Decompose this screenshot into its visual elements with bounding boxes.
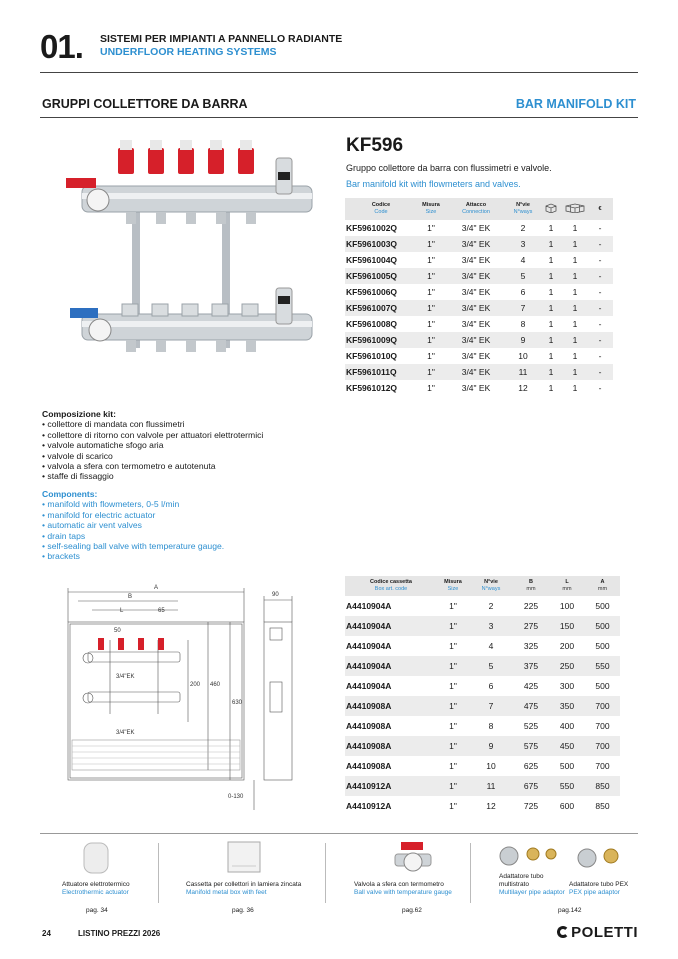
dim-conn-top: 3/4"EK	[116, 674, 135, 680]
dim-l: L	[120, 608, 124, 614]
table-cell: -	[598, 287, 602, 297]
manifold-product-image	[62, 138, 324, 374]
table-cell: 10	[486, 761, 496, 771]
table-cell: 1"	[437, 696, 469, 716]
table-cell: 850	[595, 801, 610, 811]
header-pack-icon	[563, 198, 587, 220]
accessory-actuator	[62, 881, 130, 897]
accessory-box-it: Cassetta per collettori in lamiera zincata	[186, 881, 302, 888]
table-cell: 500	[595, 641, 610, 651]
list-item: • manifold for electric actuator	[42, 510, 224, 520]
accessory-pex-it: Adattatore tubo PEX	[569, 881, 629, 888]
accessory-multilayer-it: Adattatore tubo multistrato	[499, 873, 544, 888]
table-cell: 1"	[427, 319, 435, 329]
header-divider	[40, 72, 638, 73]
table-cell: A4410904A	[346, 601, 392, 611]
accessory-actuator-it: Attuatore elettrotermico	[62, 881, 130, 888]
table-cell: 1"	[449, 801, 457, 811]
table-cell: 3/4" EK	[461, 223, 491, 233]
table-cell: 550	[549, 776, 585, 796]
table-cell: 11	[507, 364, 539, 380]
table-cell: 1"	[449, 681, 457, 691]
table-cell: 1	[548, 287, 554, 297]
composition-it-list	[42, 419, 263, 481]
table-cell: 3/4" EK	[461, 319, 491, 329]
table-row	[345, 776, 620, 796]
table-cell: 450	[549, 736, 585, 756]
table-cell: 1"	[437, 656, 469, 676]
table-cell: A4410904A	[345, 656, 437, 676]
table-cell: A4410908A	[345, 696, 437, 716]
table-cell: -	[598, 319, 602, 329]
table-cell: KF5961004Q	[346, 255, 398, 265]
table-cell: -	[598, 383, 602, 393]
table-row	[345, 316, 613, 332]
table-row	[345, 696, 620, 716]
composition-en-title: Components:	[42, 489, 98, 499]
table-cell: 100	[559, 601, 575, 611]
table-cell: 1"	[449, 641, 457, 651]
list-item: • collettore di mandata con flussimetri	[42, 419, 263, 429]
table-cell: 1	[563, 364, 587, 380]
table-cell: 1	[563, 300, 587, 316]
accessory-multilayer-page: pag.142	[558, 907, 582, 914]
table-cell: 1"	[449, 761, 457, 771]
composition-it	[42, 409, 263, 482]
table-cell: 625	[523, 761, 539, 771]
table-cell: -	[598, 223, 602, 233]
table-cell: 600	[559, 801, 575, 811]
dim-a: A	[154, 585, 159, 591]
composition-en	[42, 489, 224, 562]
table-cell: 3/4" EK	[461, 351, 491, 361]
table-cell: 8	[520, 319, 526, 329]
table-row	[345, 220, 613, 236]
list-item: • self-sealing ball valve with temperature gauge.	[42, 541, 224, 551]
table-cell: 400	[559, 721, 575, 731]
table-cell: 1	[548, 223, 554, 233]
table-cell: 1"	[427, 287, 435, 297]
table-cell: 3/4" EK	[445, 236, 507, 252]
header-connection: Attacco Connection	[462, 202, 490, 215]
table-cell: A4410912A	[346, 801, 392, 811]
product-table	[345, 198, 613, 396]
table-cell: 1	[563, 268, 587, 284]
table-cell: -	[598, 351, 602, 361]
list-item: • staffe di fissaggio	[42, 471, 263, 481]
table-row	[345, 348, 613, 364]
dim-b: B	[128, 594, 133, 600]
table-cell: 1"	[417, 268, 445, 284]
package-icon	[565, 203, 585, 213]
table-cell: 1	[572, 255, 578, 265]
table-cell: -	[587, 364, 613, 380]
accessory-separator	[325, 843, 326, 903]
table-cell: 325	[523, 641, 539, 651]
section-title-it: GRUPPI COLLETTORE DA BARRA	[42, 97, 248, 111]
table-cell: 300	[559, 681, 575, 691]
table-cell: 1"	[427, 351, 435, 361]
table-cell: 6	[520, 287, 526, 297]
table-cell: KF5961009Q	[345, 332, 417, 348]
table-cell: 1"	[417, 300, 445, 316]
table-cell: 3/4" EK	[461, 255, 491, 265]
table-cell: KF5961011Q	[345, 364, 417, 380]
table-cell: 1"	[437, 736, 469, 756]
chapter-title-en: UNDERFLOOR HEATING SYSTEMS	[100, 46, 277, 58]
accessory-valve-page: pag.62	[402, 907, 422, 914]
table-cell: 525	[523, 721, 539, 731]
table-row	[345, 236, 613, 252]
table-cell: 850	[585, 776, 620, 796]
table-row	[345, 736, 620, 756]
accessory-box-en: Manifold metal box with feet	[186, 889, 267, 896]
table-cell: KF5961003Q	[345, 236, 417, 252]
accessory-multilayer-en: Multilayer pipe adaptor	[499, 889, 565, 896]
table-cell: KF5961007Q	[345, 300, 417, 316]
product-description-it: Gruppo collettore da barra con flussimetri e valvole.	[346, 163, 552, 173]
dim-0-130: 0-130	[228, 794, 244, 800]
table-cell: 700	[585, 736, 620, 756]
table-cell: KF5961002Q	[346, 223, 398, 233]
table-row	[345, 332, 613, 348]
table-cell: 1	[563, 332, 587, 348]
table-cell: 1"	[417, 236, 445, 252]
table-row	[345, 380, 613, 396]
metal-box-image	[226, 840, 262, 878]
table-cell: 675	[513, 776, 549, 796]
table-cell: 1"	[427, 223, 435, 233]
table-cell: -	[587, 236, 613, 252]
table-cell: 1"	[449, 721, 457, 731]
table-cell: 1	[539, 236, 563, 252]
table-cell: 550	[585, 656, 620, 676]
list-item: • automatic air vent valves	[42, 520, 224, 530]
table-cell: 3/4" EK	[445, 268, 507, 284]
product-table-body	[345, 220, 613, 396]
list-item: • drain taps	[42, 531, 224, 541]
accessory-multilayer	[499, 873, 565, 897]
table-row	[345, 756, 620, 776]
ball-valve-image	[393, 840, 433, 876]
header-box-size: Misura Size	[444, 579, 462, 592]
table-cell: 3/4" EK	[461, 287, 491, 297]
table-row	[345, 716, 620, 736]
table-cell: 5	[507, 268, 539, 284]
table-cell: 500	[585, 616, 620, 636]
list-item: • brackets	[42, 551, 224, 561]
table-cell: 575	[513, 736, 549, 756]
chapter-title-it: SISTEMI PER IMPIANTI A PANNELLO RADIANTE	[100, 33, 343, 45]
table-row	[345, 364, 613, 380]
accessory-box	[186, 881, 301, 897]
table-cell: 700	[595, 761, 610, 771]
table-cell: 3/4" EK	[461, 383, 491, 393]
header-box-code: Codice cassetta Box art. code	[370, 579, 412, 592]
table-cell: 1	[572, 287, 578, 297]
table-cell: 700	[585, 696, 620, 716]
table-cell: 1	[572, 319, 578, 329]
composition-en-list	[42, 499, 224, 561]
section-title-en: BAR MANIFOLD KIT	[515, 97, 636, 111]
header-box-icon	[539, 198, 563, 220]
table-cell: 275	[513, 616, 549, 636]
table-row	[345, 656, 620, 676]
list-item: • manifold with flowmeters, 0-5 l/min	[42, 499, 224, 509]
table-cell: 9	[469, 736, 513, 756]
table-row	[345, 636, 620, 656]
table-cell: 1	[572, 223, 578, 233]
accessory-valve	[354, 881, 452, 897]
table-cell: 375	[513, 656, 549, 676]
table-cell: KF5961010Q	[346, 351, 398, 361]
technical-drawing	[58, 582, 320, 814]
table-cell: 1	[539, 268, 563, 284]
table-cell: KF5961006Q	[346, 287, 398, 297]
table-cell: A4410908A	[346, 761, 392, 771]
table-cell: 500	[559, 761, 575, 771]
box-table-body	[345, 596, 620, 816]
header-box-ways: N°vie N°ways	[481, 579, 501, 592]
dim-90: 90	[272, 592, 279, 598]
table-cell: 725	[523, 801, 539, 811]
dim-65: 65	[158, 608, 165, 614]
table-row	[345, 268, 613, 284]
table-cell: 1"	[427, 255, 435, 265]
table-cell: 1"	[437, 776, 469, 796]
accessory-valve-en: Ball valve with temperature gauge	[354, 889, 452, 896]
table-cell: 6	[488, 681, 494, 691]
table-cell: 500	[595, 601, 610, 611]
accessory-pex-en: PEX pipe adaptor	[569, 889, 620, 896]
header-box-b: B mm	[526, 579, 536, 592]
accessory-valve-it: Valvola a sfera con termometro	[354, 881, 444, 888]
header-price: €	[598, 205, 602, 212]
dim-460: 460	[210, 682, 221, 688]
dim-200: 200	[190, 682, 201, 688]
list-item: • collettore di ritorno con valvole per attuatori elettrotermici	[42, 430, 263, 440]
table-cell: 1	[539, 300, 563, 316]
table-cell: 4	[520, 255, 526, 265]
accessory-pex	[569, 881, 628, 897]
table-cell: 5	[469, 656, 513, 676]
table-cell: 1	[548, 255, 554, 265]
header-box-l: L mm	[562, 579, 572, 592]
table-cell: A4410904A	[346, 641, 392, 651]
table-cell: 1	[572, 383, 578, 393]
table-cell: 475	[513, 696, 549, 716]
poletti-logo-icon	[557, 926, 569, 938]
table-row	[345, 300, 613, 316]
table-header-row	[345, 198, 613, 220]
accessory-actuator-en: Electrothermic actuator	[62, 889, 129, 896]
composition-it-title: Composizione kit:	[42, 409, 117, 419]
table-cell: 4	[488, 641, 494, 651]
table-row	[345, 676, 620, 696]
list-item: • valvole automatiche sfogo aria	[42, 440, 263, 450]
table-cell: -	[587, 332, 613, 348]
table-cell: KF5961012Q	[346, 383, 398, 393]
table-row	[345, 596, 620, 616]
dim-630: 630	[232, 700, 243, 706]
table-cell: 1"	[417, 332, 445, 348]
table-cell: 10	[518, 351, 528, 361]
table-cell: 250	[549, 656, 585, 676]
list-item: • valvola a sfera con termometro e autotenuta	[42, 461, 263, 471]
table-cell: 350	[549, 696, 585, 716]
table-cell: 12	[486, 801, 496, 811]
actuator-image	[80, 841, 112, 877]
table-cell: 1	[548, 319, 554, 329]
table-cell: 3/4" EK	[445, 364, 507, 380]
poletti-logo	[557, 924, 638, 941]
accessories-divider	[40, 833, 638, 834]
table-cell: 1	[572, 351, 578, 361]
table-cell: 1	[539, 364, 563, 380]
header-size: Misura Size	[422, 202, 440, 215]
table-cell: 8	[488, 721, 494, 731]
table-cell: 1	[563, 236, 587, 252]
table-cell: 1	[539, 332, 563, 348]
accessory-separator	[470, 843, 471, 903]
table-cell: 12	[518, 383, 528, 393]
table-cell: 9	[507, 332, 539, 348]
table-cell: 2	[520, 223, 526, 233]
dim-50: 50	[114, 628, 121, 634]
chapter-number: 01.	[40, 28, 83, 65]
table-cell: KF5961005Q	[345, 268, 417, 284]
dim-conn-bottom: 3/4"EK	[116, 730, 135, 736]
table-cell: A4410904A	[346, 681, 392, 691]
table-cell: 2	[488, 601, 494, 611]
brand-name: POLETTI	[571, 924, 638, 941]
table-cell: -	[598, 255, 602, 265]
table-cell: 7	[469, 696, 513, 716]
table-cell: 11	[469, 776, 513, 796]
list-item: • valvole di scarico	[42, 451, 263, 461]
table-row	[345, 252, 613, 268]
table-cell: A4410912A	[345, 776, 437, 796]
table-cell: 3/4" EK	[445, 300, 507, 316]
table-cell: -	[587, 300, 613, 316]
accessory-separator	[158, 843, 159, 903]
table-cell: 425	[523, 681, 539, 691]
table-cell: 3/4" EK	[445, 332, 507, 348]
table-cell: 1"	[427, 383, 435, 393]
table-cell: 1	[548, 383, 554, 393]
box-icon	[545, 203, 557, 213]
table-cell: 700	[595, 721, 610, 731]
section-divider	[40, 117, 638, 118]
product-description-en: Bar manifold kit with flowmeters and valves.	[346, 179, 521, 189]
table-cell: 500	[595, 681, 610, 691]
table-cell: A4410904A	[345, 616, 437, 636]
table-cell: 3	[507, 236, 539, 252]
table-cell: -	[587, 268, 613, 284]
table-cell: 1"	[417, 364, 445, 380]
product-code: KF596	[346, 135, 404, 156]
table-cell: 1	[548, 351, 554, 361]
multilayer-adaptor-image	[497, 842, 561, 868]
page-number: 24	[42, 929, 51, 938]
table-cell: KF5961008Q	[346, 319, 398, 329]
box-table	[345, 576, 620, 816]
table-cell: 7	[507, 300, 539, 316]
footer-title: LISTINO PREZZI 2026	[78, 929, 161, 938]
table-cell: 200	[559, 641, 575, 651]
table-row	[345, 796, 620, 816]
table-cell: 1"	[449, 601, 457, 611]
header-ways: N°vie N°ways	[513, 202, 533, 215]
table-row	[345, 616, 620, 636]
table-cell: A4410908A	[346, 721, 392, 731]
header-box-a: A mm	[597, 579, 608, 592]
table-row	[345, 284, 613, 300]
table-cell: 225	[523, 601, 539, 611]
pex-adaptor-image	[575, 844, 629, 870]
table-cell: 1"	[437, 616, 469, 636]
box-table-header-row	[345, 576, 620, 596]
table-cell: 150	[549, 616, 585, 636]
table-cell: 3	[469, 616, 513, 636]
accessory-actuator-page: pag. 34	[86, 907, 108, 914]
accessory-box-page: pag. 36	[232, 907, 254, 914]
header-code: Codice Code	[371, 202, 391, 215]
table-cell: A4410908A	[345, 736, 437, 756]
